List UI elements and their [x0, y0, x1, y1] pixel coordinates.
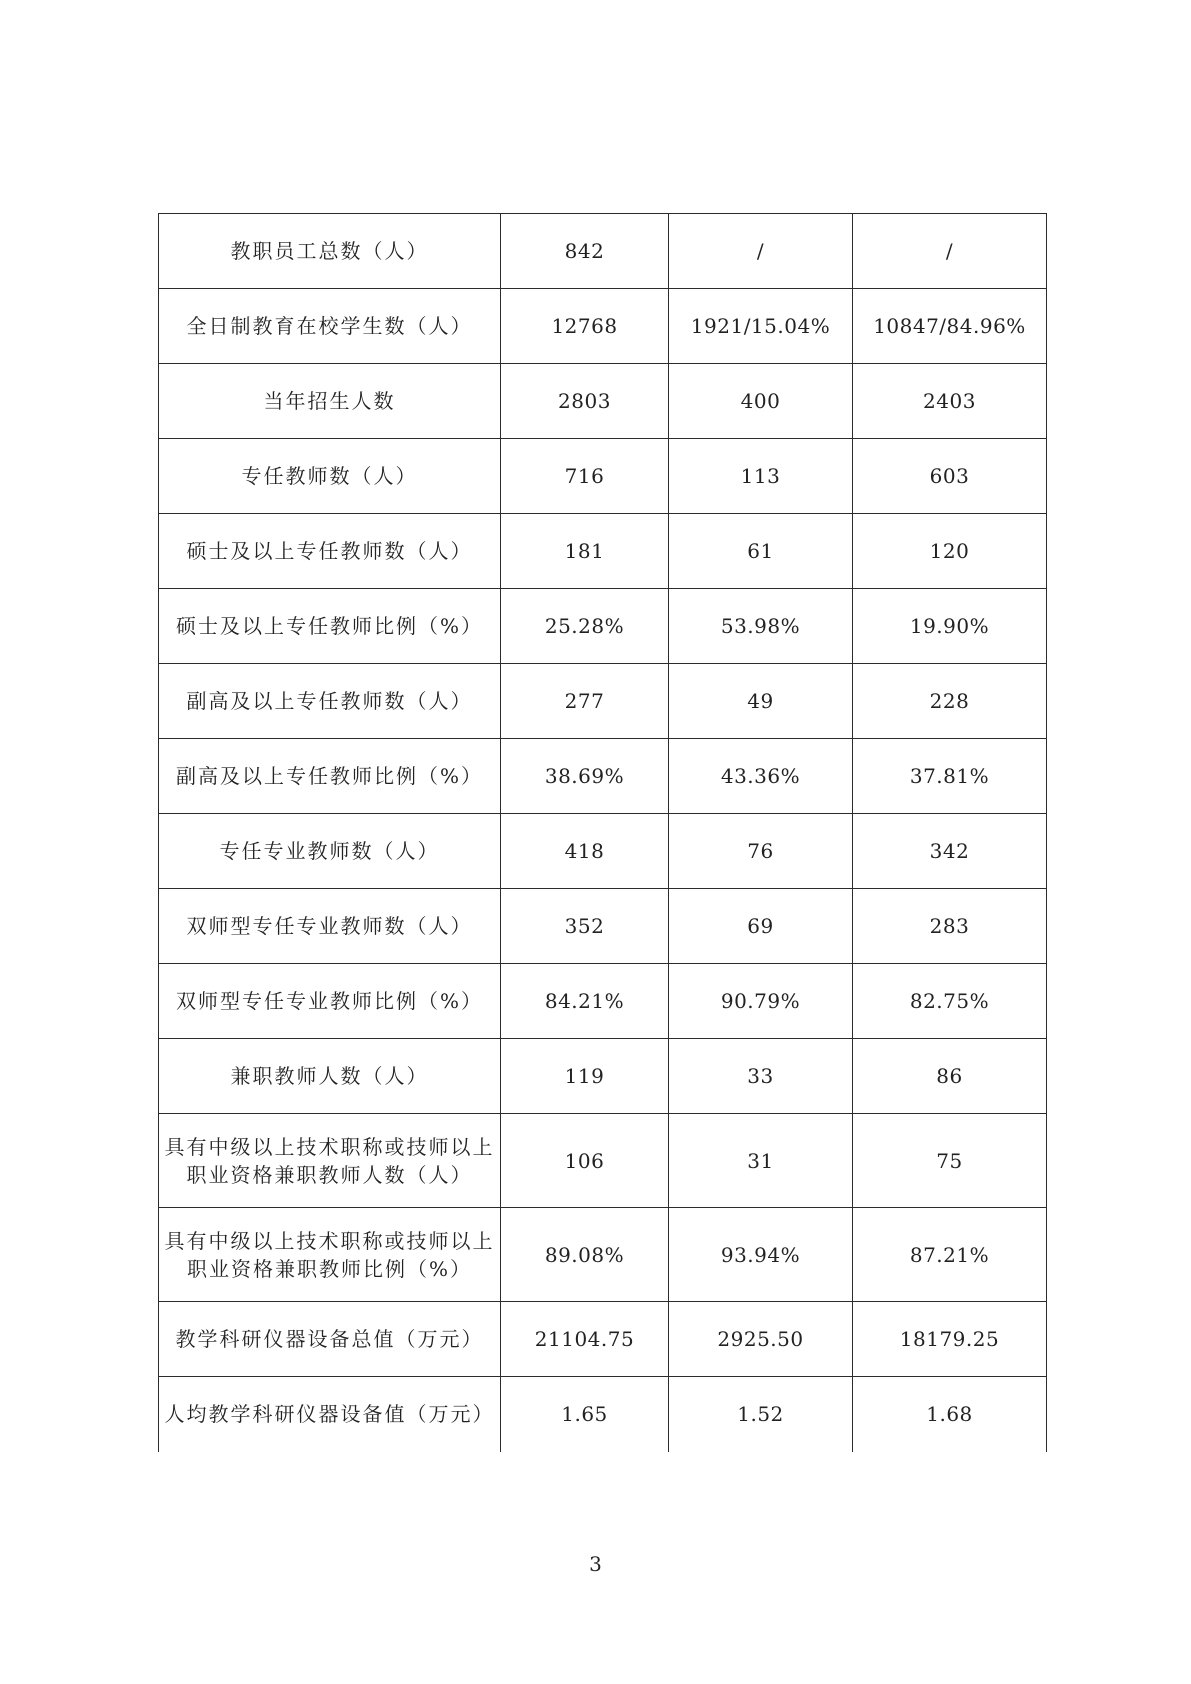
- total-cell: 842: [501, 214, 669, 289]
- col2-cell: 53.98%: [669, 589, 853, 664]
- col2-cell: 1921/15.04%: [669, 289, 853, 364]
- total-cell: 2803: [501, 364, 669, 439]
- col2-cell: 93.94%: [669, 1208, 853, 1302]
- row-label: 副高及以上专任教师比例（%）: [159, 739, 501, 814]
- row-label: 具有中级以上技术职称或技师以上 职业资格兼职教师比例（%）: [159, 1208, 501, 1302]
- row-label: 人均教学科研仪器设备值（万元）: [159, 1377, 501, 1452]
- table-row: [159, 664, 1047, 739]
- table-row: [159, 964, 1047, 1039]
- row-label: 教学科研仪器设备总值（万元）: [159, 1302, 501, 1377]
- row-label: 硕士及以上专任教师比例（%）: [159, 589, 501, 664]
- table-row: [159, 289, 1047, 364]
- col3-cell: 2403: [853, 364, 1047, 439]
- col3-cell: 1.68: [853, 1377, 1047, 1452]
- col2-cell: 113: [669, 439, 853, 514]
- table-row: [159, 1114, 1047, 1208]
- table-row: [159, 439, 1047, 514]
- col2-cell: 43.36%: [669, 739, 853, 814]
- row-label: 副高及以上专任教师数（人）: [159, 664, 501, 739]
- table-row: [159, 1377, 1047, 1452]
- row-label: 专任专业教师数（人）: [159, 814, 501, 889]
- col3-cell: 19.90%: [853, 589, 1047, 664]
- total-cell: 38.69%: [501, 739, 669, 814]
- col3-cell: /: [853, 214, 1047, 289]
- col2-cell: 31: [669, 1114, 853, 1208]
- total-cell: 21104.75: [501, 1302, 669, 1377]
- col3-cell: 87.21%: [853, 1208, 1047, 1302]
- page-number: 3: [589, 1552, 602, 1576]
- col3-cell: 228: [853, 664, 1047, 739]
- total-cell: 84.21%: [501, 964, 669, 1039]
- row-label: 兼职教师人数（人）: [159, 1039, 501, 1114]
- col3-cell: 10847/84.96%: [853, 289, 1047, 364]
- table-row: [159, 514, 1047, 589]
- col3-cell: 18179.25: [853, 1302, 1047, 1377]
- total-cell: 119: [501, 1039, 669, 1114]
- table-row: [159, 589, 1047, 664]
- col2-cell: 61: [669, 514, 853, 589]
- row-label: 当年招生人数: [159, 364, 501, 439]
- total-cell: 352: [501, 889, 669, 964]
- col3-cell: 603: [853, 439, 1047, 514]
- total-cell: 418: [501, 814, 669, 889]
- total-cell: 716: [501, 439, 669, 514]
- total-cell: 89.08%: [501, 1208, 669, 1302]
- col2-cell: 2925.50: [669, 1302, 853, 1377]
- row-label: 具有中级以上技术职称或技师以上 职业资格兼职教师人数（人）: [159, 1114, 501, 1208]
- total-cell: 25.28%: [501, 589, 669, 664]
- table-row: [159, 889, 1047, 964]
- col2-cell: 90.79%: [669, 964, 853, 1039]
- col2-cell: 33: [669, 1039, 853, 1114]
- col3-cell: 342: [853, 814, 1047, 889]
- table-row: [159, 739, 1047, 814]
- col2-cell: 76: [669, 814, 853, 889]
- statistics-table: [158, 213, 1047, 1452]
- col2-cell: 69: [669, 889, 853, 964]
- row-label: 全日制教育在校学生数（人）: [159, 289, 501, 364]
- row-label: 双师型专任专业教师数（人）: [159, 889, 501, 964]
- total-cell: 1.65: [501, 1377, 669, 1452]
- col3-cell: 283: [853, 889, 1047, 964]
- col3-cell: 86: [853, 1039, 1047, 1114]
- col3-cell: 82.75%: [853, 964, 1047, 1039]
- total-cell: 181: [501, 514, 669, 589]
- table-row: [159, 814, 1047, 889]
- table-row: [159, 364, 1047, 439]
- col2-cell: 49: [669, 664, 853, 739]
- row-label: 专任教师数（人）: [159, 439, 501, 514]
- table-row: [159, 1302, 1047, 1377]
- total-cell: 12768: [501, 289, 669, 364]
- row-label: 双师型专任专业教师比例（%）: [159, 964, 501, 1039]
- col3-cell: 120: [853, 514, 1047, 589]
- total-cell: 277: [501, 664, 669, 739]
- col2-cell: 400: [669, 364, 853, 439]
- table-row: [159, 1208, 1047, 1302]
- row-label: 硕士及以上专任教师数（人）: [159, 514, 501, 589]
- col2-cell: 1.52: [669, 1377, 853, 1452]
- col2-cell: /: [669, 214, 853, 289]
- col3-cell: 75: [853, 1114, 1047, 1208]
- total-cell: 106: [501, 1114, 669, 1208]
- col3-cell: 37.81%: [853, 739, 1047, 814]
- row-label: 教职员工总数（人）: [159, 214, 501, 289]
- table-row: [159, 214, 1047, 289]
- table-row: [159, 1039, 1047, 1114]
